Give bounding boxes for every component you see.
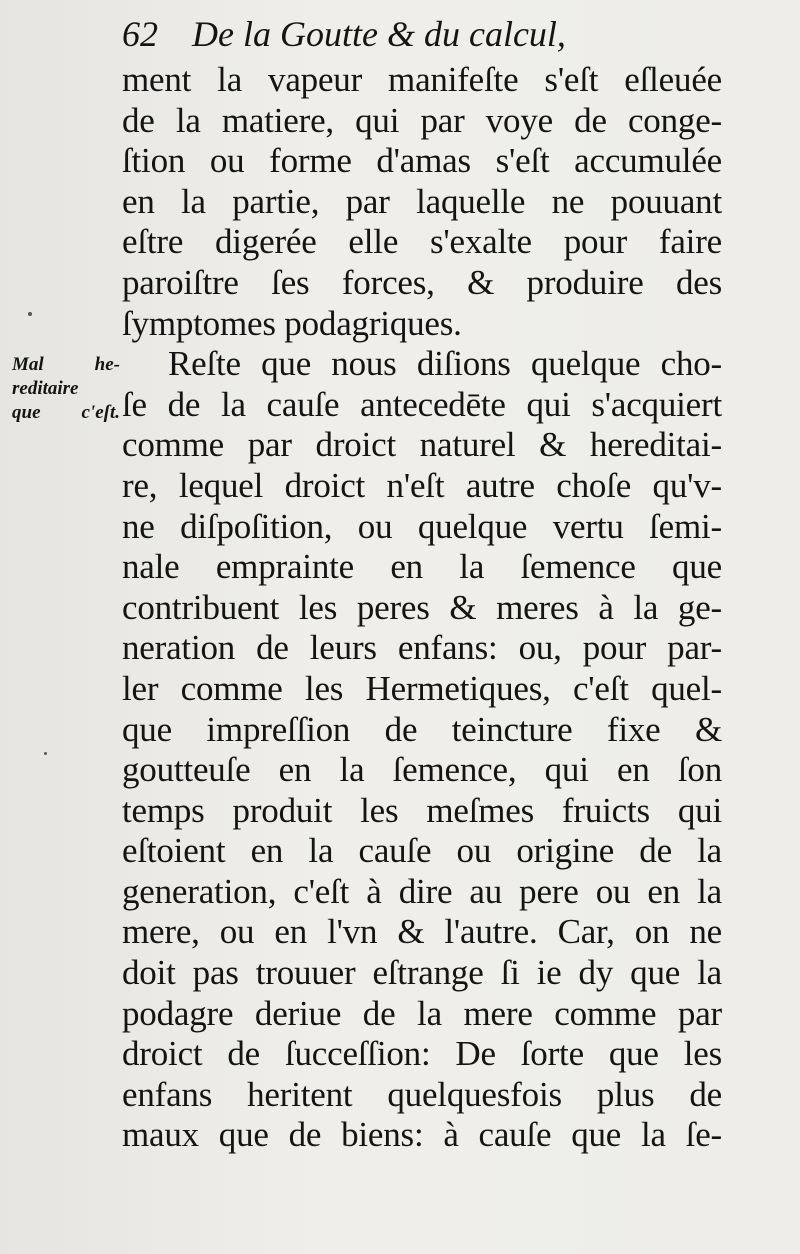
paper-speck	[28, 312, 32, 316]
marginal-note-line: reditaire	[12, 378, 79, 399]
text-line: mere, ou en l'vn & l'autre. Car, on ne	[122, 912, 722, 952]
text-line: ſymptomes podagriques.	[122, 303, 462, 343]
text-line: Reſte que nous diſions quelque cho-	[168, 344, 722, 384]
text-line: eſtoient en la cauſe ou origine de la	[122, 831, 722, 871]
text-line: comme par droict naturel & hereditai-	[122, 425, 722, 465]
paper-speck	[44, 752, 47, 755]
marginal-note-line: Mal he-	[12, 354, 120, 375]
text-line: ſtion ou forme d'amas s'eſt accumulée	[122, 141, 722, 181]
text-line: paroiſtre ſes forces, & produire des	[122, 262, 722, 302]
text-line: que impreſſion de teincture fixe &	[122, 709, 722, 749]
text-line: temps produit les meſmes fruicts qui	[122, 790, 722, 830]
text-line: maux que de biens: à cauſe que la ſe-	[122, 1115, 722, 1155]
text-line: ne diſpoſition, ou quelque vertu ſemi-	[122, 506, 722, 546]
text-line: podagre deriue de la mere comme par	[122, 993, 722, 1033]
text-line: de la matiere, qui par voye de conge-	[122, 100, 722, 140]
text-line: eſtre digerée elle s'exalte pour faire	[122, 222, 722, 262]
marginal-note	[12, 353, 120, 425]
text-line: ſe de la cauſe antecedēte qui s'acquiert	[122, 384, 722, 424]
page-number: 62	[122, 14, 158, 54]
running-header	[122, 10, 642, 58]
text-line: doit pas trouuer eſtrange ſi ie dy que la	[122, 953, 722, 993]
text-line: neration de leurs enfans: ou, pour par-	[122, 628, 722, 668]
text-line: nale emprainte en la ſemence que	[122, 547, 722, 587]
text-line: goutteuſe en la ſemence, qui en ſon	[122, 750, 722, 790]
text-line: ment la vapeur manifeſte s'eſt eſleuée	[122, 60, 722, 99]
text-line: en la partie, par laquelle ne pouuant	[122, 181, 722, 221]
text-line: re, lequel droict n'eſt autre choſe qu'v-	[122, 465, 722, 505]
running-title: De la Goutte & du calcul,	[192, 14, 566, 54]
text-line: ler comme les Hermetiques, c'eſt quel-	[122, 668, 722, 708]
text-line: contribuent les peres & meres à la ge-	[122, 587, 722, 627]
text-line: enfans heritent quelquesfois plus de	[122, 1074, 722, 1114]
body-text	[122, 60, 722, 1156]
marginal-note-line: que c'eſt.	[12, 402, 120, 423]
text-line: generation, c'eſt à dire au pere ou en la	[122, 871, 722, 911]
text-line: droict de ſucceſſion: De ſorte que les	[122, 1034, 722, 1074]
